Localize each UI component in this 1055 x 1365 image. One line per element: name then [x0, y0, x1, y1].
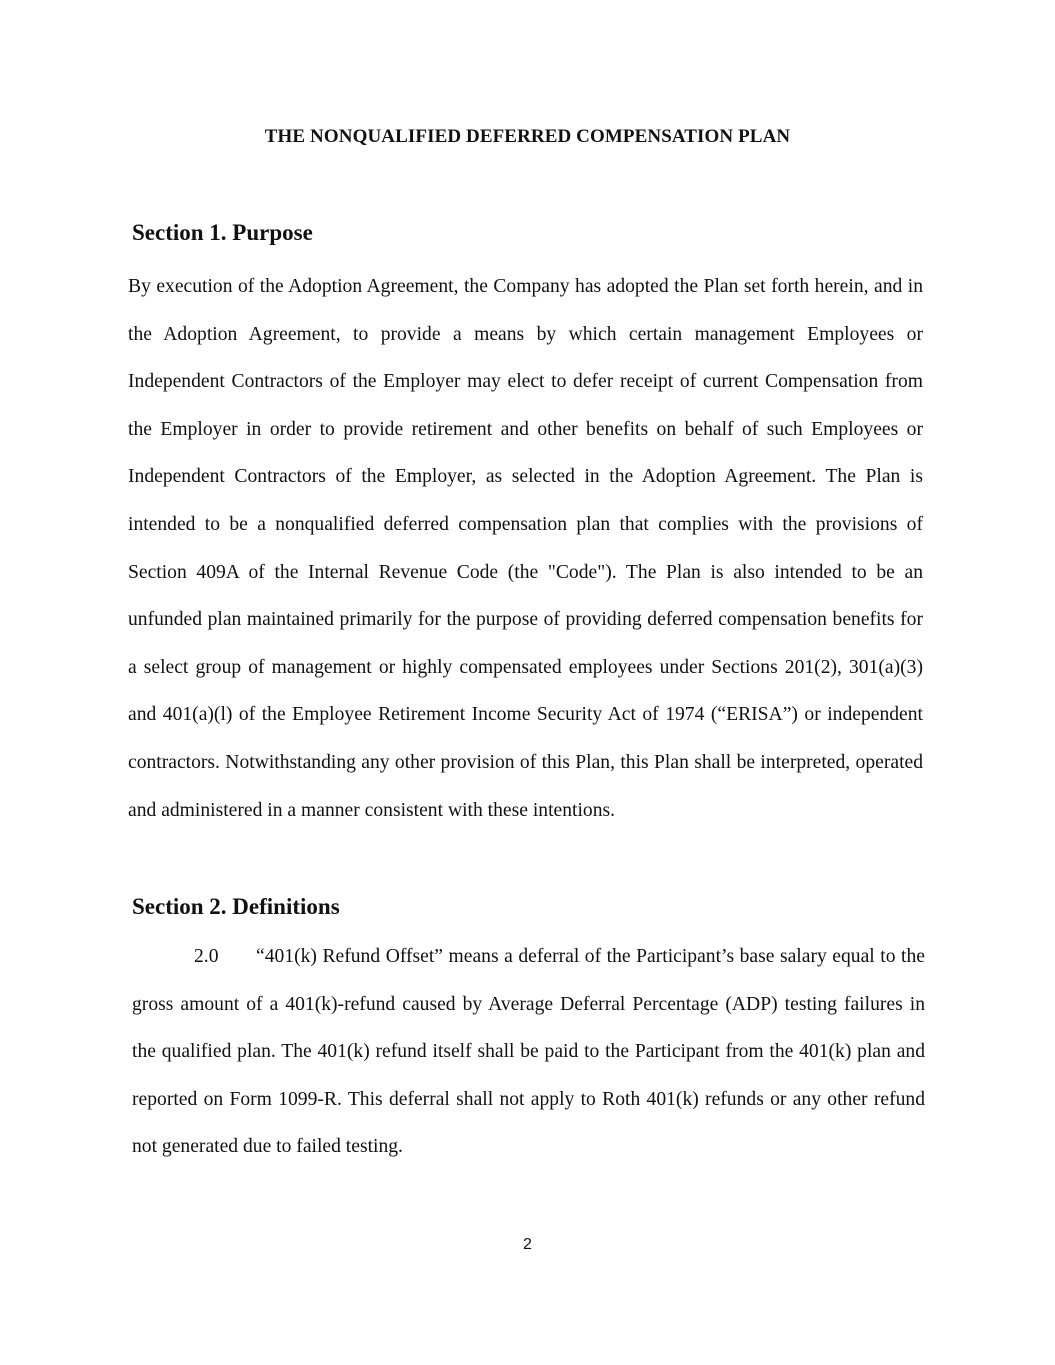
section-1-purpose-paragraph: By execution of the Adoption Agreement, the Company has adopted the Plan set forth herein, and in the Adoption Agreement, to provide a means by which certain management Employees or Independent Contractors of the Employer may elect to defer receipt of current Compensation from the Employer in order to provide retirement and other benefits on behalf of such Employees or Independent Contractors of the Employer, as selected in the Adoption Agreement. The Plan is intended to be a nonqualified deferred compensation plan that complies with the provisions of Section 409A of the Internal Revenue Code (the "Code"). The Plan is also intended to be an unfunded plan maintained primarily for the purpose of providing deferred compensation benefits for a select group of management or highly compensated employees under Sections 201(2), 301(a)(3) and 401(a)(l) of the Employee Retirement Income Security Act of 1974 (“ERISA”) or independent contractors. Notwithstanding any other provision of this Plan, this Plan shall be interpreted, operated and administered in a manner consistent with these intentions.	[128, 276, 923, 821]
section-2-heading: Section 2. Definitions	[132, 894, 340, 919]
definition-number: 2.0	[194, 946, 219, 967]
page-number: 2	[523, 1236, 532, 1253]
section-1-heading: Section 1. Purpose	[132, 220, 313, 245]
definition-2-0-paragraph	[132, 933, 925, 1171]
document-title: THE NONQUALIFIED DEFERRED COMPENSATION PLAN	[264, 126, 791, 147]
definition-text: “401(k) Refund Offset” means a deferral of the Participant’s base salary equal to the gross amount of a 401(k)-refund caused by Average Deferral Percentage (ADP) testing failures in the qualified plan. The 401(k) refund itself shall be paid to the Participant from the 401(k) plan and reported on Form 1099-R. This deferral shall not apply to Roth 401(k) refunds or any other refund not generated due to failed testing.	[132, 946, 925, 1158]
